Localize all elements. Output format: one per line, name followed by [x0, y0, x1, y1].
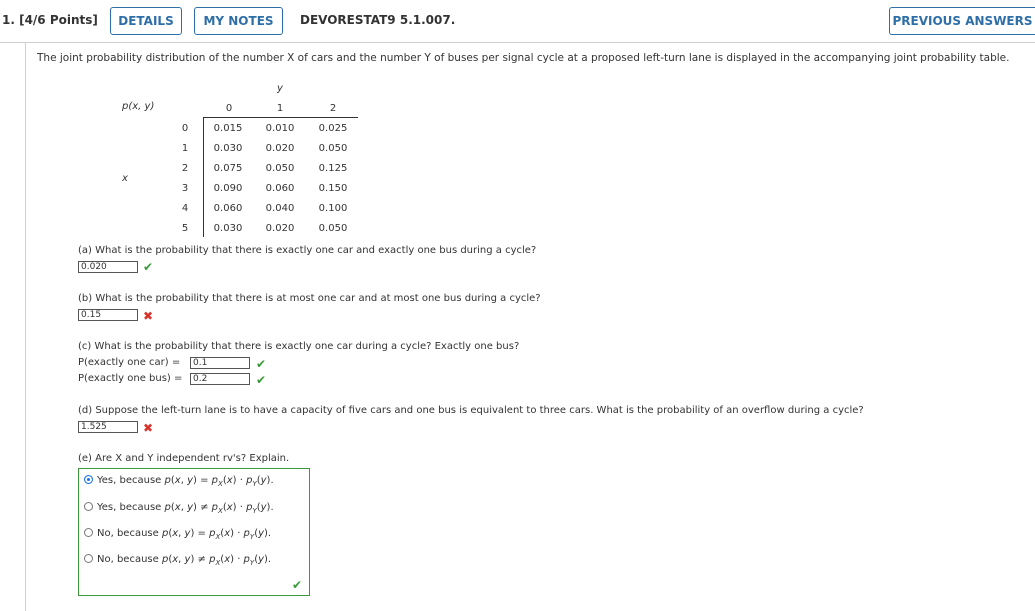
row-label: 0	[181, 123, 189, 134]
part-e-question: (e) Are X and Y independent rv's? Explain.	[78, 453, 290, 464]
content-left-border	[25, 42, 26, 611]
table-x-label: x	[122, 173, 128, 184]
part-e-choice-group	[78, 468, 310, 596]
radio-option[interactable]: Yes, because p(x, $y) \ne p_X(x) \cdot p_Y(y)$.	[84, 502, 274, 515]
part-a-answer-input[interactable]: 0.020	[78, 261, 138, 273]
col-header: 2	[329, 103, 337, 114]
table-corner-label: p(x, y)	[122, 101, 155, 112]
part-b-question: (b) What is the probability that there is at most one car and at most one bus during a cycle?	[78, 293, 541, 304]
table-cell: 0.010	[265, 123, 295, 134]
row-label: 5	[181, 223, 189, 234]
table-y-label: y	[277, 83, 283, 94]
table-cell: 0.030	[213, 223, 243, 234]
row-label: 2	[181, 163, 189, 174]
checkmark-icon: ✔	[256, 357, 267, 371]
radio-unselected-icon[interactable]	[84, 554, 93, 563]
table-cell: 0.060	[265, 183, 295, 194]
part-c-bus-answer-input[interactable]: 0.2	[190, 373, 250, 385]
option-relation: ≠	[200, 502, 209, 513]
previous-answers-button[interactable]: PREVIOUS ANSWERS	[889, 7, 1035, 35]
table-header-rule	[203, 117, 358, 118]
col-header: 1	[276, 103, 284, 114]
option-relation: =	[197, 528, 206, 539]
question-code: DEVORESTAT9 5.1.007.	[300, 13, 456, 27]
question-header-bar	[0, 0, 1035, 43]
table-cell: 0.150	[318, 183, 348, 194]
my-notes-button[interactable]: MY NOTES	[194, 7, 283, 35]
table-cell: 0.050	[318, 223, 348, 234]
part-d-question: (d) Suppose the left-turn lane is to have a capacity of five cars and one bus is equivalent to three cars. What is the probability of an overflow during a cycle?	[78, 405, 864, 416]
radio-option[interactable]: No, because p(x, $y) \ne p_X(x) \cdot p_Y(y)$.	[84, 554, 271, 567]
part-c-bus-label: P(exactly one bus) =	[78, 373, 183, 384]
table-cell: 0.015	[213, 123, 243, 134]
table-cell: 0.020	[265, 143, 295, 154]
radio-option[interactable]: Yes, because p(x, $y) = p_X(x) \cdot p_Y(y)$.	[84, 475, 274, 488]
option-prefix: No, because	[97, 554, 159, 565]
row-label: 1	[181, 143, 189, 154]
radio-option[interactable]: No, because p(x, $y) = p_X(x) \cdot p_Y(y)$.	[84, 528, 271, 541]
option-prefix: Yes, because	[97, 475, 162, 486]
table-row-rule	[203, 117, 204, 237]
table-cell: 0.075	[213, 163, 243, 174]
col-header: 0	[225, 103, 233, 114]
table-cell: 0.020	[265, 223, 295, 234]
details-button[interactable]: DETAILS	[110, 7, 182, 35]
x-mark-icon: ✖	[143, 309, 154, 323]
problem-intro: The joint probability distribution of the number X of cars and the number Y of buses per signal cycle at a proposed left-turn lane is displayed in the accompanying joint probability table.	[37, 52, 1010, 64]
table-cell: 0.090	[213, 183, 243, 194]
row-label: 4	[181, 203, 189, 214]
checkmark-icon: ✔	[292, 578, 303, 592]
table-cell: 0.030	[213, 143, 243, 154]
radio-selected-icon[interactable]	[84, 475, 93, 484]
checkmark-icon: ✔	[256, 373, 267, 387]
radio-unselected-icon[interactable]	[84, 502, 93, 511]
table-cell: 0.050	[265, 163, 295, 174]
option-prefix: Yes, because	[97, 502, 162, 513]
table-cell: 0.050	[318, 143, 348, 154]
part-c-car-answer-input[interactable]: 0.1	[190, 357, 250, 369]
table-cell: 0.100	[318, 203, 348, 214]
part-a-question: (a) What is the probability that there is exactly one car and exactly one bus during a cycle?	[78, 245, 537, 256]
row-label: 3	[181, 183, 189, 194]
part-d-answer-input[interactable]: 1.525	[78, 421, 138, 433]
option-prefix: No, because	[97, 528, 159, 539]
option-relation: =	[200, 475, 209, 486]
radio-unselected-icon[interactable]	[84, 528, 93, 537]
question-number: 1. [4/6 Points]	[2, 13, 98, 27]
table-cell: 0.025	[318, 123, 348, 134]
part-c-car-label: P(exactly one car) =	[78, 357, 181, 368]
table-cell: 0.060	[213, 203, 243, 214]
part-c-question: (c) What is the probability that there is exactly one car during a cycle? Exactly one bus?	[78, 341, 520, 352]
part-b-answer-input[interactable]: 0.15	[78, 309, 138, 321]
option-relation: ≠	[197, 554, 206, 565]
table-cell: 0.040	[265, 203, 295, 214]
x-mark-icon: ✖	[143, 421, 154, 435]
checkmark-icon: ✔	[143, 260, 154, 274]
table-cell: 0.125	[318, 163, 348, 174]
